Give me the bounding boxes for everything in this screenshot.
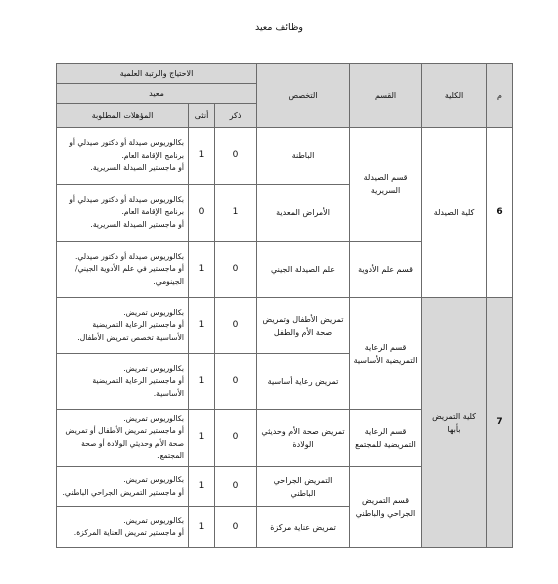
header-specialty: التخصص [257,64,350,128]
qualification-line: صحة الأم وحديثي الولادة أو صحة [81,438,185,448]
qualification-line: أو ماجستير تمريض العناية المركزة. [73,528,185,538]
jobs-table [56,63,513,548]
header-male: ذكر [215,103,257,127]
qualifications-cell [57,354,189,410]
qualification-line: أو ماجستير الرعاية التمريضية [92,320,185,330]
qualifications-cell [57,466,189,507]
qualification-line: أو ماجستير الصيدلة السريرية. [90,163,185,173]
male-count: 0 [215,127,257,184]
qualifications-cell [57,241,189,298]
specialty-cell: الأمراض المعدية [257,184,350,241]
male-count: 0 [215,241,257,298]
qualification-line: بكالوريوس تمريض. [123,363,185,373]
qualification-line: بكالوريوس تمريض. [123,515,185,525]
row-index: 6 [487,127,513,297]
qualification-line: بكالوريوس تمريض. [123,307,185,317]
department-name: قسم التمريض الجراحي والباطني [350,466,422,547]
college-name: كلية الصيدلة [422,127,487,297]
female-count: 1 [189,466,215,507]
qualification-line: بكالوريوس صيدلة أو دكتور صيدلي أو [69,138,185,148]
document-title: وظائف معيد [254,22,304,33]
qualification-line: المجتمع. [157,451,185,461]
female-count: 1 [189,507,215,548]
department-name: قسم علم الأدوية [350,241,422,298]
qualification-line: الأساسية. [153,388,185,398]
header-qualifications: المؤهلات المطلوبة [57,103,189,127]
table-row [57,127,513,184]
female-count: 0 [189,184,215,241]
qualification-line: أو ماجستير في علم الأدوية الجيني/ [75,264,185,274]
specialty-cell: تمريض الأطفال وتمريض صحة الأم والطفل [257,298,350,354]
qualifications-cell [57,409,189,466]
qualification-line: الأساسية تخصص تمريض الأطفال. [77,332,185,342]
qualification-line: برنامج الإقامة العام. [121,150,185,160]
qualifications-cell [57,127,189,184]
qualifications-cell [57,507,189,548]
qualification-line: أو ماجستير التمريض الجراحي الباطني. [62,487,185,497]
female-count: 1 [189,354,215,410]
female-count: 1 [189,409,215,466]
specialty-cell: تمريض عناية مركزة [257,507,350,548]
specialty-cell: تمريض صحة الأم وحديثي الولادة [257,409,350,466]
qualifications-cell [57,298,189,354]
male-count: 0 [215,466,257,507]
male-count: 0 [215,409,257,466]
header-department: القسم [350,64,422,128]
specialty-cell: التمريض الجراحي الباطني [257,466,350,507]
header-rank: معيد [57,84,257,103]
female-count: 1 [189,127,215,184]
female-count: 1 [189,241,215,298]
male-count: 1 [215,184,257,241]
specialty-cell: الباطنة [257,127,350,184]
header-female: أنثى [189,103,215,127]
qualification-line: أو ماجستير الرعاية التمريضية [92,376,185,386]
qualification-line: بكالوريوس تمريض. [123,413,185,423]
specialty-cell: علم الصيدلة الجيني [257,241,350,298]
qualification-line: أو ماجستير تمريض الأطفال أو تمريض [65,426,185,436]
qualification-line: أو ماجستير الصيدلة السريرية. [90,219,185,229]
row-index: 7 [487,298,513,548]
male-count: 0 [215,507,257,548]
qualification-line: برنامج الإقامة العام. [121,207,185,217]
department-name: قسم الرعاية التمريضية للمجتمع [350,409,422,466]
jobs-table-body [57,64,513,548]
department-name: قسم الرعاية التمريضية الأساسية [350,298,422,410]
qualification-line: بكالوريوس تمريض. [123,475,185,485]
qualification-line: بكالوريوس صيدلة أو دكتور صيدلي أو [69,194,185,204]
college-name: كلية التمريض بأبها [422,298,487,548]
table-row [57,298,513,354]
qualifications-cell [57,184,189,241]
qualification-line: الجينومي. [153,276,185,286]
header-needs: الاحتياج والرتبة العلمية [57,64,257,84]
specialty-cell: تمريض رعاية أساسية [257,354,350,410]
header-college: الكلية [422,64,487,128]
male-count: 0 [215,298,257,354]
qualification-line: بكالوريوس صيدلة أو دكتور صيدلي. [74,251,185,261]
department-name: قسم الصيدلة السريرية [350,127,422,241]
header-index: م [487,64,513,128]
male-count: 0 [215,354,257,410]
female-count: 1 [189,298,215,354]
